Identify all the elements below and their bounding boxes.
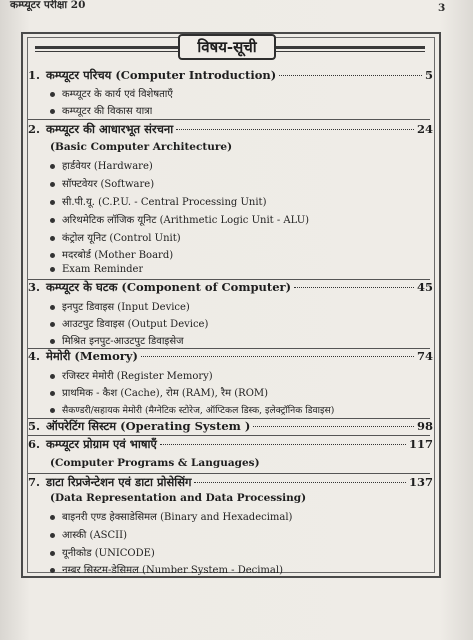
entry-subtitle: (Computer Programs & Languages)	[50, 457, 260, 469]
toc-subitem: मिश्रित इनपुट-आउटपुट डिवाइसेज	[50, 333, 184, 349]
dot-leader	[194, 482, 406, 483]
dot-leader	[279, 75, 422, 76]
bullet-icon	[50, 391, 55, 396]
entry-page: 5	[424, 68, 433, 82]
bullet-icon	[50, 339, 55, 344]
entry-page: 117	[408, 437, 433, 451]
section-divider	[28, 473, 430, 474]
bullet-icon	[50, 92, 55, 97]
toc-subitem: इनपुट डिवाइस (Input Device)	[50, 299, 190, 315]
entry-number: 1.	[28, 68, 41, 82]
entry-number: 6.	[28, 437, 41, 451]
bullet-icon	[50, 164, 55, 169]
bullet-icon	[50, 109, 55, 114]
toc-subitem: प्राथमिक - कैश (Cache), रोम (RAM), रैम (ROM)	[50, 385, 268, 401]
running-header: कम्प्यूटर परीक्षा 20	[10, 0, 86, 11]
bullet-icon	[50, 515, 55, 520]
entry-subtitle: (Data Representation and Data Processing)	[50, 492, 307, 504]
entry-title: कम्प्यूटर परिचय (Computer Introduction)	[46, 68, 277, 82]
dot-leader	[160, 444, 406, 445]
toc-entry-6[interactable]	[28, 437, 433, 455]
entry-title: कम्प्यूटर के घटक (Component of Computer)	[46, 280, 292, 294]
toc-subitem: रजिस्टर मेमोरी (Register Memory)	[50, 368, 213, 384]
toc-subitem: सी.पी.यू. (C.P.U. - Central Processing Unit)	[50, 194, 266, 210]
bullet-icon	[50, 182, 55, 187]
dot-leader	[141, 356, 414, 357]
entry-title: ऑपरेटिंग सिस्टम (Operating System )	[46, 419, 251, 433]
bullet-icon	[50, 236, 55, 241]
toc-subitem: अरिथमेटिक लॉजिक यूनिट (Arithmetic Logic Unit - ALU)	[50, 212, 309, 228]
dot-leader	[176, 129, 414, 130]
entry-page: 24	[416, 122, 433, 136]
toc-subitem: नम्बर सिस्टम-डेसिमल (Number System - Decimal)	[50, 562, 283, 578]
toc-title: विषय-सूची	[178, 34, 276, 60]
bullet-icon	[50, 374, 55, 379]
bullet-icon	[50, 267, 55, 272]
page-number: 3	[438, 2, 446, 14]
toc-subitem: Exam Reminder	[50, 264, 143, 280]
entry-subtitle: (Basic Computer Architecture)	[50, 141, 233, 153]
section-divider	[28, 119, 430, 120]
bullet-icon	[50, 551, 55, 556]
dot-leader	[294, 287, 414, 288]
toc-subitem: सॉफ्टवेयर (Software)	[50, 176, 154, 192]
entry-title: कम्प्यूटर प्रोग्राम एवं भाषाएँ	[46, 437, 157, 451]
entry-page: 74	[416, 349, 433, 363]
entry-number: 4.	[28, 349, 41, 363]
bullet-icon	[50, 568, 55, 573]
toc-subitem: बाइनरी एण्ड हेक्साडेसिमल (Binary and Hexadecimal)	[50, 509, 292, 525]
entry-title: कम्प्यूटर की आधारभूत संरचना	[46, 122, 174, 136]
toc-subitem: कंट्रोल यूनिट (Control Unit)	[50, 230, 181, 246]
entry-title: डाटा रिप्रजेन्टेशन एवं डाटा प्रोसेसिंग	[46, 475, 192, 489]
bullet-icon	[50, 305, 55, 310]
section-divider	[28, 435, 430, 436]
entry-number: 3.	[28, 280, 41, 294]
bullet-icon	[50, 218, 55, 223]
entry-page: 137	[408, 475, 433, 489]
toc-subitem: कम्प्यूटर की विकास यात्रा	[50, 103, 152, 119]
toc-subitem: सैकण्डरी/सहायक मेमोरी (मैग्नेटिक स्टोरेज, ऑप्टिकल डिस्क, इलेक्ट्रॉनिक डिवाइस)	[50, 403, 334, 419]
toc-subitem: आस्की (ASCII)	[50, 527, 127, 543]
toc-entry-7[interactable]	[28, 475, 433, 493]
toc-entry-2[interactable]	[28, 122, 433, 140]
bullet-icon	[50, 200, 55, 205]
toc-subitem: मदरबोर्ड (Mother Board)	[50, 247, 173, 263]
dot-leader	[253, 426, 414, 427]
toc-subitem: यूनीकोड (UNICODE)	[50, 545, 155, 561]
toc-entry-4[interactable]	[28, 349, 433, 367]
toc-entry-1[interactable]	[28, 68, 433, 86]
bullet-icon	[50, 322, 55, 327]
toc-entry-3[interactable]	[28, 280, 433, 298]
bullet-icon	[50, 533, 55, 538]
entry-page: 45	[416, 280, 433, 294]
bullet-icon	[50, 253, 55, 258]
entry-page: 98	[416, 419, 433, 433]
toc-subitem: कम्प्यूटर के कार्य एवं विशेषताएँ	[50, 86, 173, 102]
toc-subitem: आउटपुट डिवाइस (Output Device)	[50, 316, 208, 332]
toc-subitem: हार्डवेयर (Hardware)	[50, 158, 153, 174]
entry-number: 7.	[28, 475, 41, 489]
bullet-icon	[50, 408, 55, 413]
entry-number: 5.	[28, 419, 41, 433]
entry-title: मेमोरी (Memory)	[46, 349, 138, 363]
entry-number: 2.	[28, 122, 41, 136]
